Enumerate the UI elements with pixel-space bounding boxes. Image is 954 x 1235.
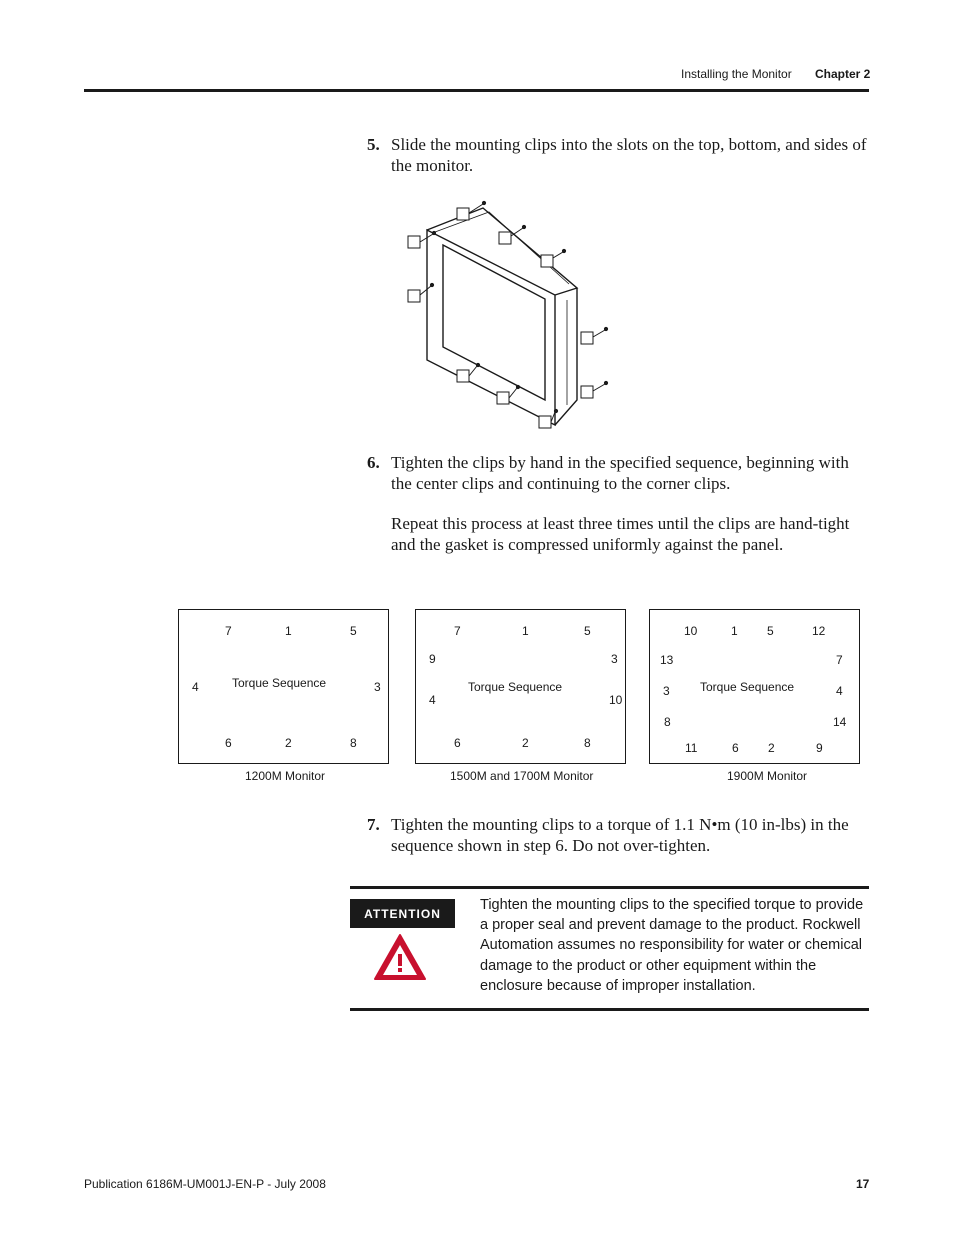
torque-number: 1 xyxy=(731,624,738,638)
mounting-clip xyxy=(408,283,434,302)
step-6 xyxy=(367,453,867,555)
torque-number: 7 xyxy=(454,624,461,638)
step-number: 6. xyxy=(367,453,380,472)
step-number: 5. xyxy=(367,135,380,154)
step-7 xyxy=(367,815,867,856)
torque-number: 6 xyxy=(732,741,739,755)
torque-number: 8 xyxy=(584,736,591,750)
torque-number: 4 xyxy=(836,684,843,698)
torque-number: 5 xyxy=(350,624,357,638)
torque-number: 13 xyxy=(660,653,674,667)
torque-number: 4 xyxy=(192,680,199,694)
step-number: 7. xyxy=(367,815,380,834)
step-5 xyxy=(367,135,867,176)
torque-number: 2 xyxy=(768,741,775,755)
step-text: Slide the mounting clips into the slots on the top, bottom, and sides of the monitor. xyxy=(391,135,867,175)
mounting-clip xyxy=(581,327,608,344)
torque-diagram-1200m xyxy=(178,609,389,764)
torque-sequence-label: Torque Sequence xyxy=(232,676,327,690)
step-extra-text: Repeat this process at least three times until the clips are hand-tight and the gasket is compressed uniformly against the panel. xyxy=(391,514,850,554)
torque-number: 2 xyxy=(522,736,529,750)
attention-bottom-rule xyxy=(350,1008,869,1011)
mounting-clip xyxy=(408,231,436,248)
header-rule xyxy=(84,89,869,92)
torque-number: 6 xyxy=(225,736,232,750)
torque-number: 3 xyxy=(663,684,670,698)
torque-number: 1 xyxy=(285,624,292,638)
mounting-clip xyxy=(581,381,608,398)
torque-number: 4 xyxy=(429,693,436,707)
torque-number: 7 xyxy=(225,624,232,638)
step-text: Tighten the clips by hand in the specified sequence, beginning with the center clips and continuing to the corner clips. xyxy=(391,453,849,493)
attention-top-rule xyxy=(350,886,869,889)
torque-number: 9 xyxy=(429,652,436,666)
running-header-chapter: Chapter 2 xyxy=(815,67,871,81)
torque-number: 7 xyxy=(836,653,843,667)
mounting-clip xyxy=(497,385,520,404)
torque-number: 1 xyxy=(522,624,529,638)
torque-number: 6 xyxy=(454,736,461,750)
torque-number: 3 xyxy=(374,680,381,694)
torque-number: 5 xyxy=(584,624,591,638)
attention-badge: ATTENTION xyxy=(350,899,455,928)
torque-diagram-1500m-1700m xyxy=(415,609,626,764)
torque-number: 9 xyxy=(816,741,823,755)
step-text: Tighten the mounting clips to a torque of 1.1 N•m (10 in-lbs) in the sequence shown in step 6. Do not over-tighten. xyxy=(391,815,849,855)
torque-number: 10 xyxy=(684,624,698,638)
attention-text: Tighten the mounting clips to the specified torque to provide a proper seal and prevent damage to the product. Rockwell Automation assumes no responsibility for water or chemical damage to the product or other equipment within the enclosure because of improper installation. xyxy=(480,897,864,994)
torque-number: 10 xyxy=(609,693,623,707)
footer-publication: Publication 6186M-UM001J-EN-P - July 2008 xyxy=(84,1177,326,1191)
torque-number: 5 xyxy=(767,624,774,638)
mounting-clip xyxy=(541,249,566,267)
torque-caption-1900m: 1900M Monitor xyxy=(727,769,808,783)
torque-diagram-1900m xyxy=(649,609,860,764)
mounting-clips-illustration xyxy=(405,200,615,440)
running-header-section: Installing the Monitor xyxy=(681,67,792,81)
torque-number: 11 xyxy=(685,741,698,755)
torque-number: 12 xyxy=(812,624,826,638)
warning-triangle-icon xyxy=(372,932,428,982)
torque-number: 2 xyxy=(285,736,292,750)
torque-caption-1200m: 1200M Monitor xyxy=(245,769,326,783)
torque-sequence-label: Torque Sequence xyxy=(700,680,795,694)
torque-number: 8 xyxy=(350,736,357,750)
torque-number: 8 xyxy=(664,715,671,729)
mounting-clip xyxy=(457,201,486,220)
torque-number: 3 xyxy=(611,652,618,666)
mounting-clip xyxy=(457,363,480,382)
footer-page-number: 17 xyxy=(856,1177,870,1191)
torque-sequence-label: Torque Sequence xyxy=(468,680,563,694)
torque-caption-1500m-1700m: 1500M and 1700M Monitor xyxy=(450,769,594,783)
torque-number: 14 xyxy=(833,715,847,729)
